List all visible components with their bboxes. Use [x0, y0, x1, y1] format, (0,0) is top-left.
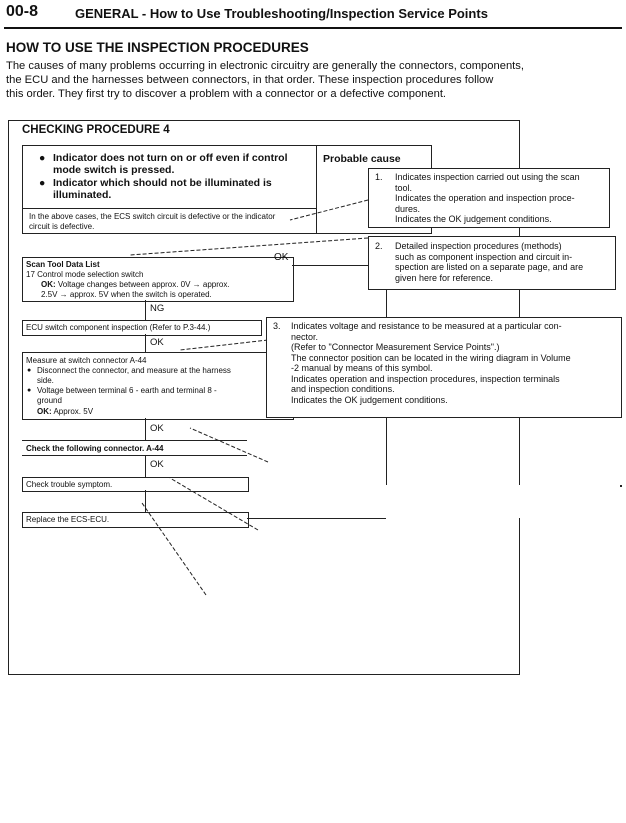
note-body — [395, 172, 605, 225]
note-line: (Refer to "Connector Measurement Service Points".) — [291, 342, 500, 352]
ok-label-4: OK — [150, 459, 164, 470]
note-2 — [368, 236, 616, 290]
probable-cause-label: Probable cause — [323, 153, 401, 165]
scan-title: Scan Tool Data List — [26, 260, 100, 269]
intro-heading: HOW TO USE THE INSPECTION PROCEDURES — [6, 40, 309, 55]
ecu-inspection-text: ECU switch component inspection (Refer to P.3-44.) — [26, 323, 211, 332]
measure-ok-label: OK: — [37, 407, 52, 416]
note-line: Indicates inspection carried out using the scan — [395, 172, 580, 182]
note-line: -2 manual by means of this symbol. — [291, 363, 433, 373]
note-line: Indicates operation and inspection procedures, inspection terminals — [291, 373, 560, 384]
note-line: nector. — [291, 331, 319, 342]
measure-line: Disconnect the connector, and measure at the harness — [37, 366, 231, 375]
symptom-1-line: mode switch is pressed. — [53, 164, 175, 176]
intro-line: The causes of many problems occurring in electronic circuitry are generally the connectors, components, — [6, 60, 524, 72]
note-4-pad74 — [266, 485, 620, 510]
note-number: 1. — [375, 172, 383, 182]
replace-ecu-text: Replace the ECS-ECU. — [26, 515, 110, 524]
note-1 — [368, 168, 610, 228]
measure-line: Voltage between terminal 6 - earth and terminal 8 - — [37, 386, 217, 395]
note-line: Indicates the operation and inspection proce- — [395, 193, 575, 203]
measure-line: ground — [37, 395, 62, 405]
pointer-line-1 — [290, 200, 368, 220]
pointer-line-5 — [170, 478, 258, 530]
measure-ok-value: Approx. 5V — [51, 407, 94, 416]
note-body — [395, 241, 613, 283]
note-line: and inspection conditions. — [291, 384, 395, 394]
ok-label-1: OK — [274, 252, 289, 263]
scan-ok-text: 2.5V → approx. 5V when the switch is operated. — [41, 289, 212, 299]
symptom-2-line: Indicator which should not be illuminated is — [53, 177, 272, 189]
pointer-line-6 — [142, 503, 206, 595]
scan-item: 17 Control mode selection switch — [26, 270, 144, 279]
scan-ok-text: Voltage changes between approx. 0V → approx. — [55, 280, 230, 289]
note-line: Indicates voltage and resistance to be measured at a particular con- — [291, 321, 562, 331]
scan-ok-label: OK: — [41, 280, 56, 289]
cause-note-line: circuit is defective. — [29, 221, 95, 231]
procedure-title: CHECKING PROCEDURE 4 — [22, 124, 170, 136]
measure-title: Measure at switch connector A-44 — [26, 356, 147, 365]
ok-label-3: OK — [150, 423, 164, 434]
note-line: given here for reference. — [395, 272, 494, 283]
ng-label: NG — [150, 303, 165, 314]
note-number: 2. — [375, 241, 383, 251]
note-number: 3. — [273, 321, 281, 331]
note-line: Indicates the OK judgement conditions. — [395, 214, 552, 224]
intro-line: this order. They first try to discover a problem with a connector or a defective component. — [6, 88, 447, 100]
note-line: dures. — [395, 203, 421, 214]
note-line: such as component inspection and circuit in- — [395, 251, 573, 262]
note-3 — [266, 317, 622, 418]
pointer-line-4 — [190, 428, 268, 462]
check-symptom-text: Check trouble symptom. — [26, 480, 113, 489]
cause-note-line: In the above cases, the ECS switch circuit is defective or the indicator — [29, 212, 276, 221]
note-line: The connector position can be located in the wiring diagram in Volume — [291, 352, 571, 363]
page-code: 00-8 — [6, 3, 39, 20]
note-body — [291, 321, 619, 405]
bullet-icon: ● — [27, 387, 32, 394]
pointer-line-3 — [180, 340, 268, 350]
symptom-1-line: Indicator does not turn on or off even if control — [53, 152, 288, 164]
ok-label-2: OK — [150, 337, 164, 348]
note-line: spection are listed on a separate page, and are — [395, 262, 584, 272]
check-connector-text: Check the following connector. A-44 — [26, 444, 164, 453]
bullet-icon: ● — [39, 152, 46, 164]
note-line: Detailed inspection procedures (methods) — [395, 241, 562, 251]
measure-line: side. — [37, 375, 54, 385]
page-title: GENERAL - How to Use Troubleshooting/Inspection Service Points — [75, 6, 488, 21]
bullet-icon: ● — [27, 367, 32, 374]
note-line: tool. — [395, 182, 413, 193]
intro-line: the ECU and the harnesses between connectors, in that order. These inspection procedures follow — [6, 74, 494, 86]
pointer-line-2 — [130, 238, 368, 255]
symptom-2-line: illuminated. — [53, 189, 112, 201]
bullet-icon: ● — [39, 177, 46, 189]
note-line: Indicates the OK judgement conditions. — [291, 394, 448, 405]
